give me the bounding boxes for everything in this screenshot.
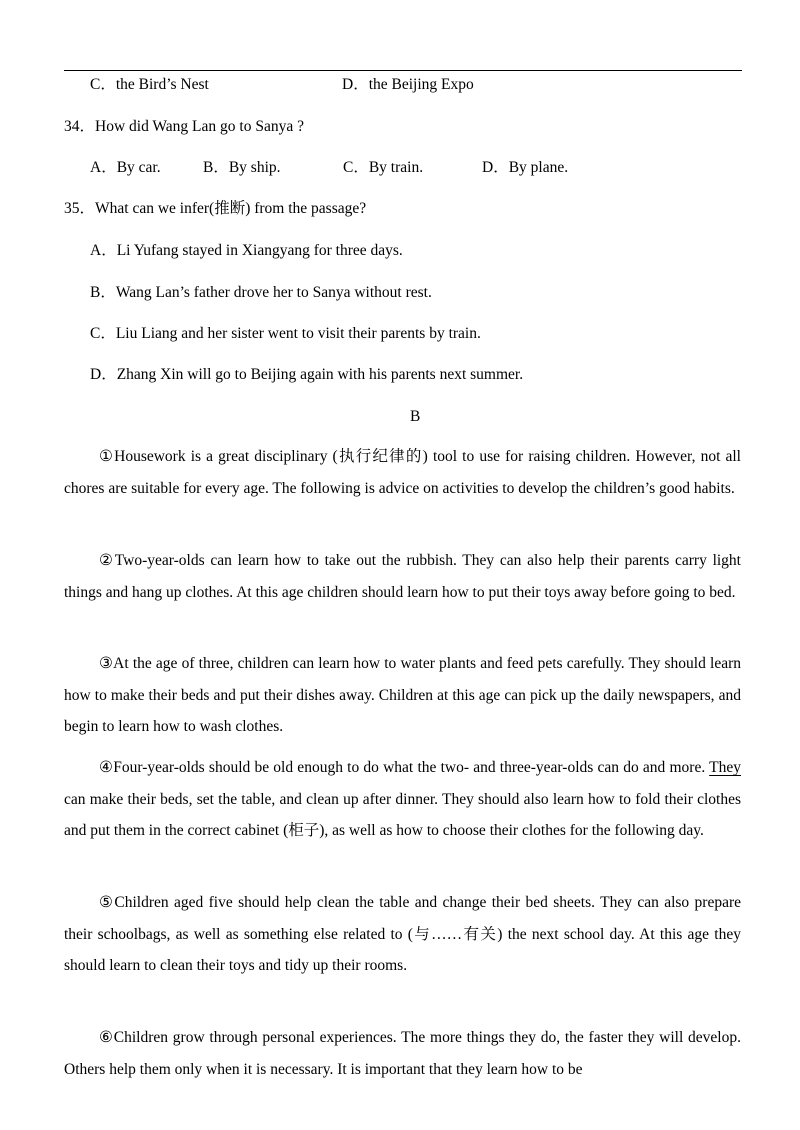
q35-option-a: A．Li Yufang stayed in Xiangyang for three days.: [90, 242, 403, 259]
q35-option-d: D．Zhang Xin will go to Beijing again with his parents next summer.: [90, 366, 524, 383]
q34-option-a: A．By car.: [90, 159, 161, 176]
q35-option-b: B．Wang Lan’s father drove her to Sanya without rest.: [90, 284, 432, 301]
q34-question: 34．How did Wang Lan go to Sanya ?: [64, 118, 304, 135]
q33-option-d: D．the Beijing Expo: [342, 76, 474, 93]
paragraph-4: [64, 752, 741, 847]
q34-option-c: C．By train.: [343, 159, 424, 176]
q34-option-d: D．By plane.: [482, 159, 569, 176]
paragraph-1: ①Housework is a great disciplinary (执行纪律的) tool to use for raising children. However, not all chores are suitable for every age. The following is advice on activities to develop the children’s good habits.: [64, 448, 741, 497]
paragraph-4-part-1: ④Four-year-olds should be old enough to do what the two- and three-year-olds can do and more.: [99, 759, 710, 776]
paragraph-6: ⑥Children grow through personal experiences. The more things they do, the faster they will develop. Others help them only when it is necessary. It is important that they learn how to be: [64, 1029, 741, 1078]
header-rule: [64, 70, 742, 71]
paragraph-2: ②Two-year-olds can learn how to take out the rubbish. They can also help their parents carry light things and hang up clothes. At this age children should learn how to put their toys away before going to bed.: [64, 552, 741, 601]
paragraph-4-part-2: can make their beds, set the table, and clean up after dinner. They should also learn how to fold their clothes and put them in the correct cabinet (柜子), as well as how to choose their clothes for the following day.: [64, 790, 741, 840]
paragraph-3: ③At the age of three, children can learn how to water plants and feed pets carefully. They should learn how to make their beds and put their dishes away. Children at this age can pick up the daily newspapers, and begin to learn how to wash clothes.: [64, 655, 741, 736]
paragraph-5: ⑤Children aged five should help clean the table and change their bed sheets. They can also prepare their schoolbags, as well as something else related to (与……有关) the next school day. At this age they should learn to clean their toys and tidy up their rooms.: [64, 894, 741, 975]
q35-option-c: C．Liu Liang and her sister went to visit their parents by train.: [90, 325, 481, 342]
q33-option-c: C．the Bird’s Nest: [90, 76, 209, 93]
q35-question: 35．What can we infer(推断) from the passage?: [64, 200, 367, 217]
underlined-word-they: They: [709, 759, 741, 776]
q34-option-b: B．By ship.: [203, 159, 281, 176]
section-label: B: [410, 408, 421, 425]
